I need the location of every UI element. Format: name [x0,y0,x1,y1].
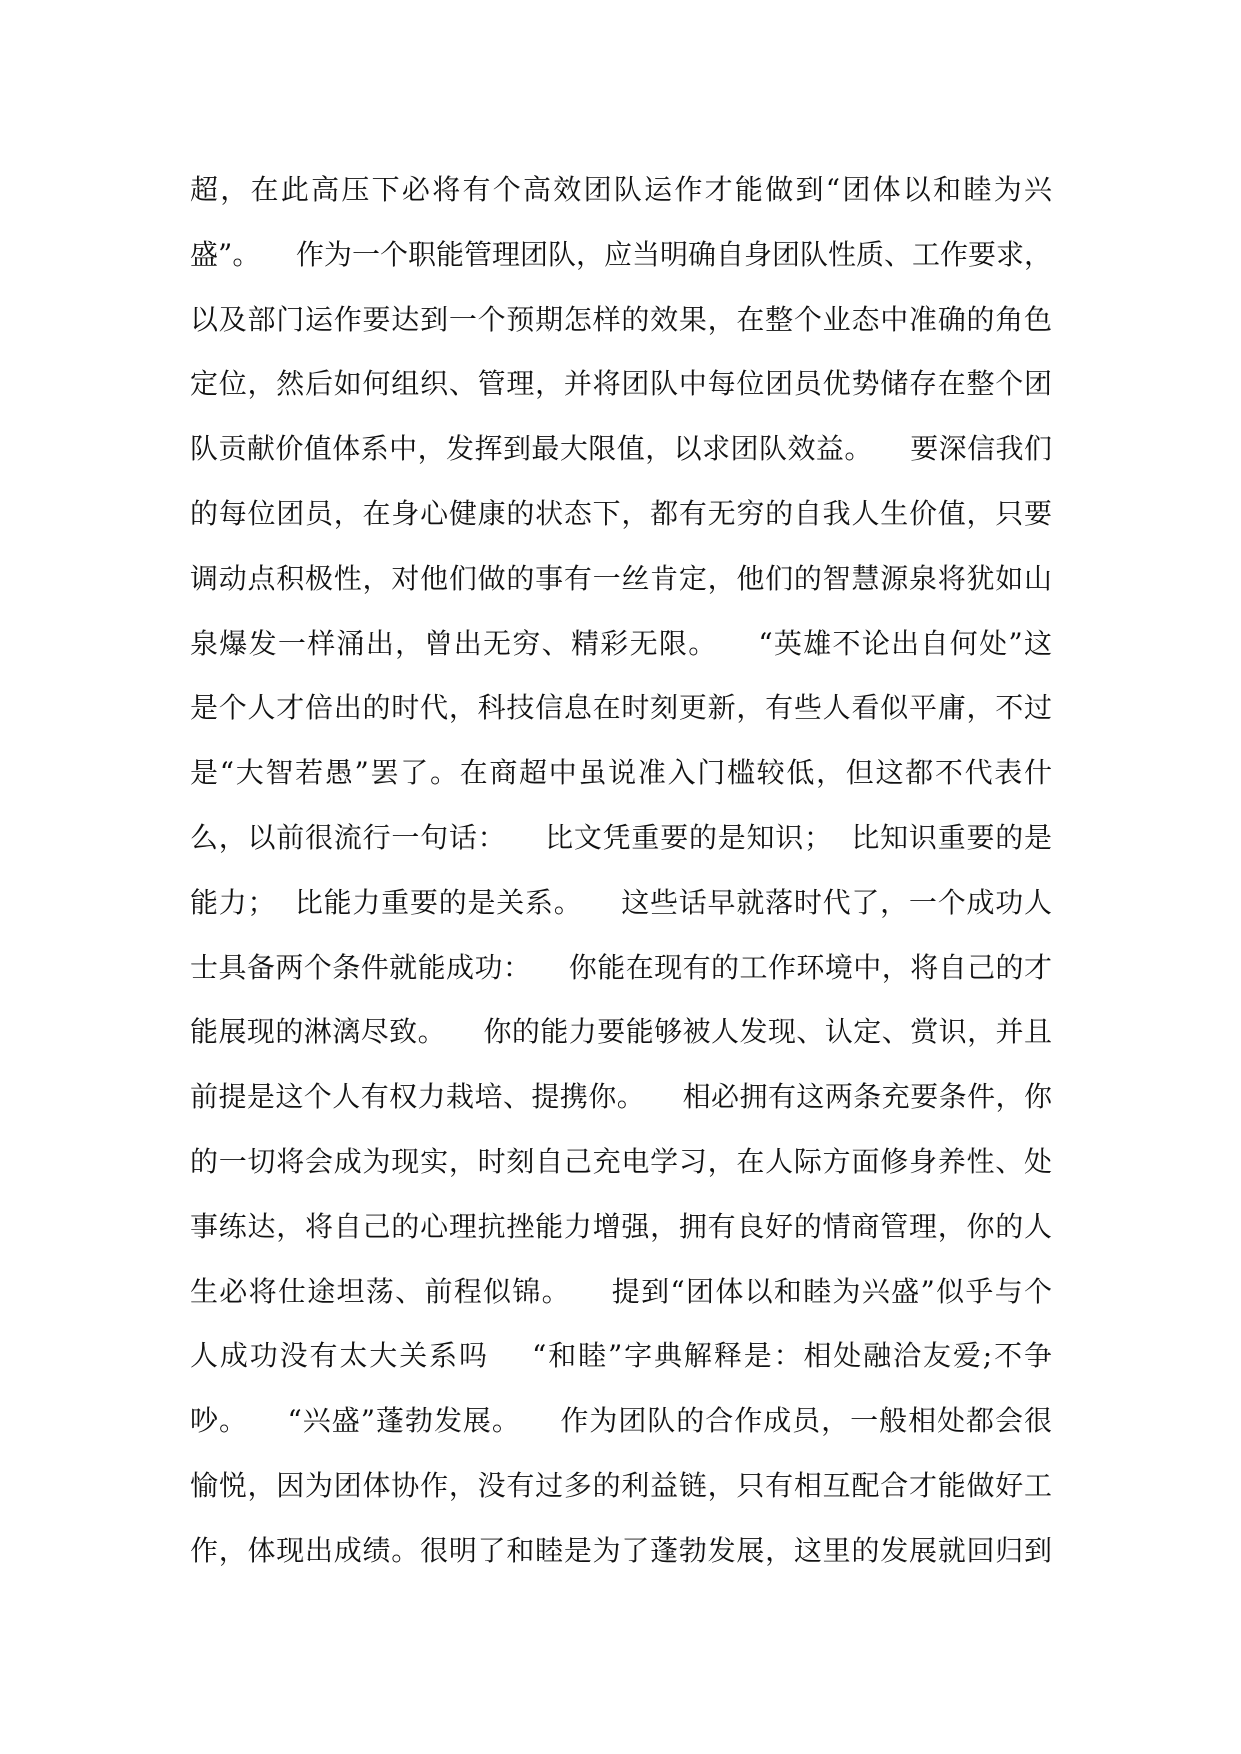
text-line: 愉悦，因为团体协作，没有过多的利益链，只有相互配合才能做好工 [190,1468,1052,1502]
text-line: 调动点积极性，对他们做的事有一丝肯定，他们的智慧源泉将犹如山 [190,561,1052,595]
text-line: 泉爆发一样涌出，曾出无穷、精彩无限。 “英雄不论出自何处”这 [190,626,1052,660]
text-line: 队贡献价值体系中，发挥到最大限值，以求团队效益。 要深信我们 [190,432,1052,466]
text-line: 超，在此高压下必将有个高效团队运作才能做到“团体以和睦为兴 [190,173,1052,206]
text-line: 是“大智若愚”罢了。在商超中虽说准入门槛较低，但这都不代表什 [190,756,1052,790]
text-line: 能展现的淋漓尽致。 你的能力要能够被人发现、认定、赏识，并且 [190,1015,1052,1049]
body-text [190,158,1052,1584]
text-line: 是个人才倍出的时代，科技信息在时刻更新，有些人看似平庸，不过 [190,691,1052,725]
text-line: 吵。 “兴盛”蓬勃发展。 作为团队的合作成员，一般相处都会很 [190,1404,1052,1438]
text-line: 盛”。 作为一个职能管理团队，应当明确自身团队性质、工作要求， [190,237,1052,271]
text-line: 能力； 比能力重要的是关系。 这些话早就落时代了，一个成功人 [190,885,1052,919]
text-line: 士具备两个条件就能成功： 你能在现有的工作环境中，将自己的才 [190,950,1052,984]
text-line: 定位，然后如何组织、管理，并将团队中每位团员优势储存在整个团 [190,367,1052,401]
text-line: 生必将仕途坦荡、前程似锦。 提到“团体以和睦为兴盛”似乎与个 [190,1274,1052,1308]
text-line: 以及部门运作要达到一个预期怎样的效果，在整个业态中准确的角色 [190,302,1052,336]
text-line: 的每位团员，在身心健康的状态下，都有无穷的自我人生价值，只要 [190,496,1052,530]
text-line: 事练达，将自己的心理抗挫能力增强，拥有良好的情商管理，你的人 [190,1209,1052,1243]
text-line: 前提是这个人有权力栽培、提携你。 相必拥有这两条充要条件，你 [190,1080,1052,1114]
text-line: 人成功没有太大关系吗 “和睦”字典解释是：相处融洽友爱;不争 [190,1339,1052,1373]
text-line: 作，体现出成绩。很明了和睦是为了蓬勃发展，这里的发展就回归到 [190,1533,1052,1567]
text-line: 的一切将会成为现实，时刻自己充电学习，在人际方面修身养性、处 [190,1144,1052,1178]
text-line: 么，以前很流行一句话： 比文凭重要的是知识； 比知识重要的是 [190,820,1052,854]
